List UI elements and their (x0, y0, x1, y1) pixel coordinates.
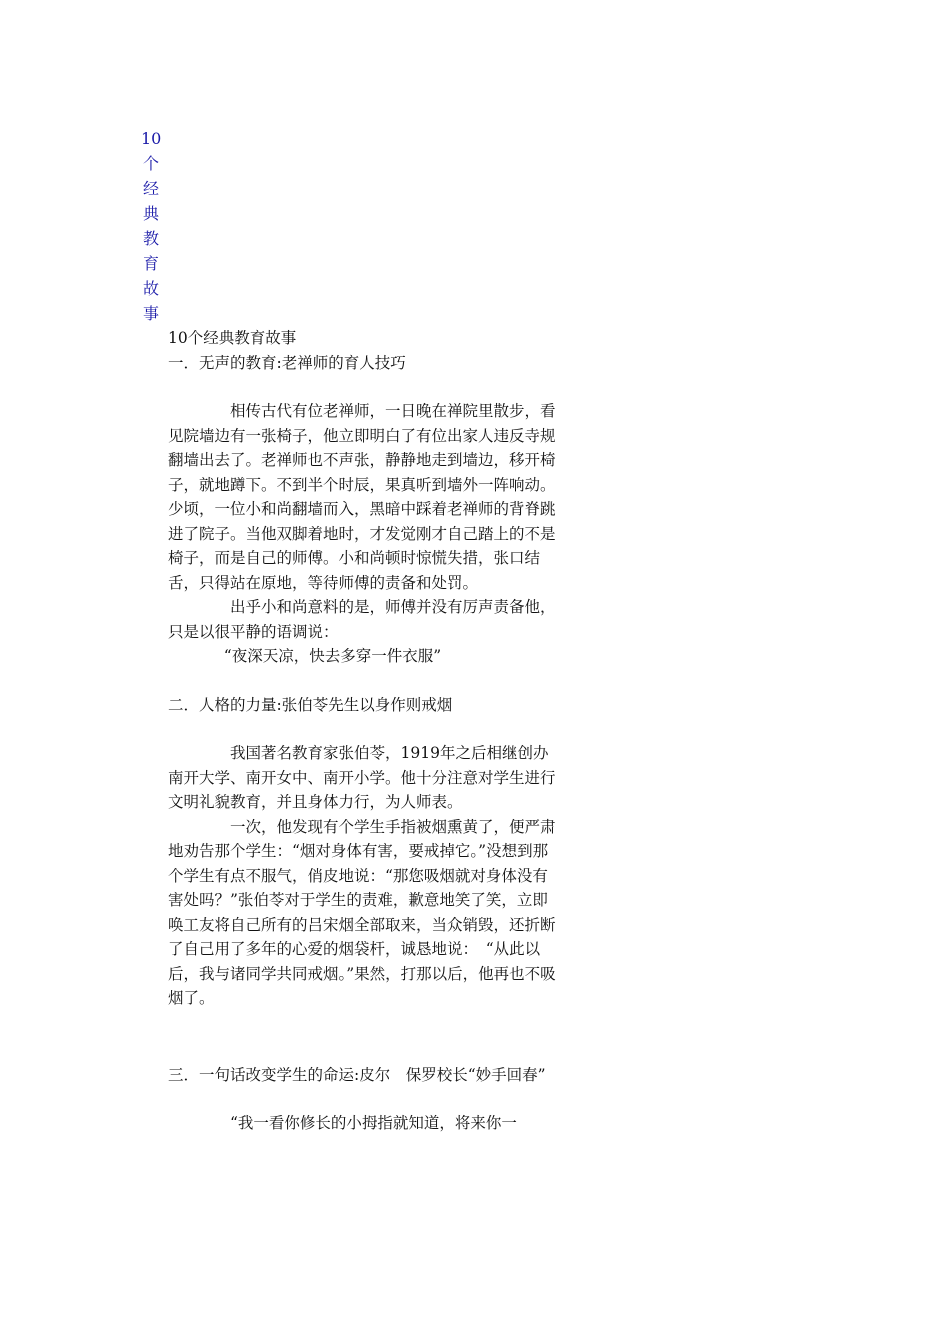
vertical-title-char: 故 (142, 279, 159, 298)
vertical-title-char: 经 (142, 179, 159, 198)
spacer (168, 1011, 562, 1063)
story3-paragraph-1: “我一看你修长的小拇指就知道，将来你一 (230, 1114, 517, 1132)
spacer (168, 669, 562, 693)
vertical-title-char: 教 (142, 229, 159, 248)
document-body (168, 326, 562, 1136)
spacer (168, 1087, 562, 1111)
vertical-title-char: 个 (142, 154, 159, 173)
spacer (168, 375, 562, 399)
story2-heading: 二．人格的力量:张伯苓先生以身作则戒烟 (168, 695, 453, 714)
story1-paragraph-2: 出乎小和尚意料的是，师傅并没有厉声责备他，只是以很平静的语调说： (168, 598, 556, 641)
document-title: 10个经典教育故事 (168, 329, 297, 347)
story1-quote: “夜深天凉，快去多穿一件衣服” (223, 647, 442, 665)
story2-paragraph-1: 我国著名教育家张伯苓，1919年之后相继创办南开大学、南开女中、南开小学。他十分注意对学生进行文明礼貌教育，并且身体力行，为人师表。 (168, 744, 556, 811)
vertical-title-char: 育 (142, 254, 159, 273)
vertical-title-char: 10 (141, 129, 162, 148)
story2-paragraph-2: 一次，他发现有个学生手指被烟熏黄了，便严肃地劝告那个学生：“烟对身体有害，要戒掉它。”没想到那个学生有点不服气，俏皮地说：“那您吸烟就对身体没有害处吗？”张伯苓对于学生的责难，歉意地笑了笑，立即唤工友将自己所有的吕宋烟全部取来，当众销毁，还折断了自己用了多年的心爱的烟袋杆，诚恳地说： “从此以后，我与诸同学共同戒烟。”果然，打那以后，他再也不吸烟了。 (168, 817, 556, 1007)
vertical-title (141, 126, 161, 326)
spacer (168, 717, 562, 741)
vertical-title-char: 事 (142, 304, 159, 323)
story3-heading: 三．一句话改变学生的命运:皮尔 保罗校长“妙手回春” (168, 1065, 546, 1084)
vertical-title-char: 典 (142, 204, 159, 223)
story1-heading: 一．无声的教育:老禅师的育人技巧 (168, 353, 406, 372)
story1-paragraph-1: 相传古代有位老禅师，一日晚在禅院里散步，看见院墙边有一张椅子，他立即明白了有位出家人违反寺规翻墙出去了。老禅师也不声张，静静地走到墙边，移开椅子，就地蹲下。不到半个时辰，果真听到墙外一阵响动。少顷，一位小和尚翻墙而入，黑暗中踩着老禅师的背脊跳进了院子。当他双脚着地时，才发觉刚才自己踏上的不是椅子，而是自己的师傅。小和尚顿时惊慌失措，张口结舌，只得站在原地，等待师傅的责备和处罚。 (168, 402, 556, 592)
